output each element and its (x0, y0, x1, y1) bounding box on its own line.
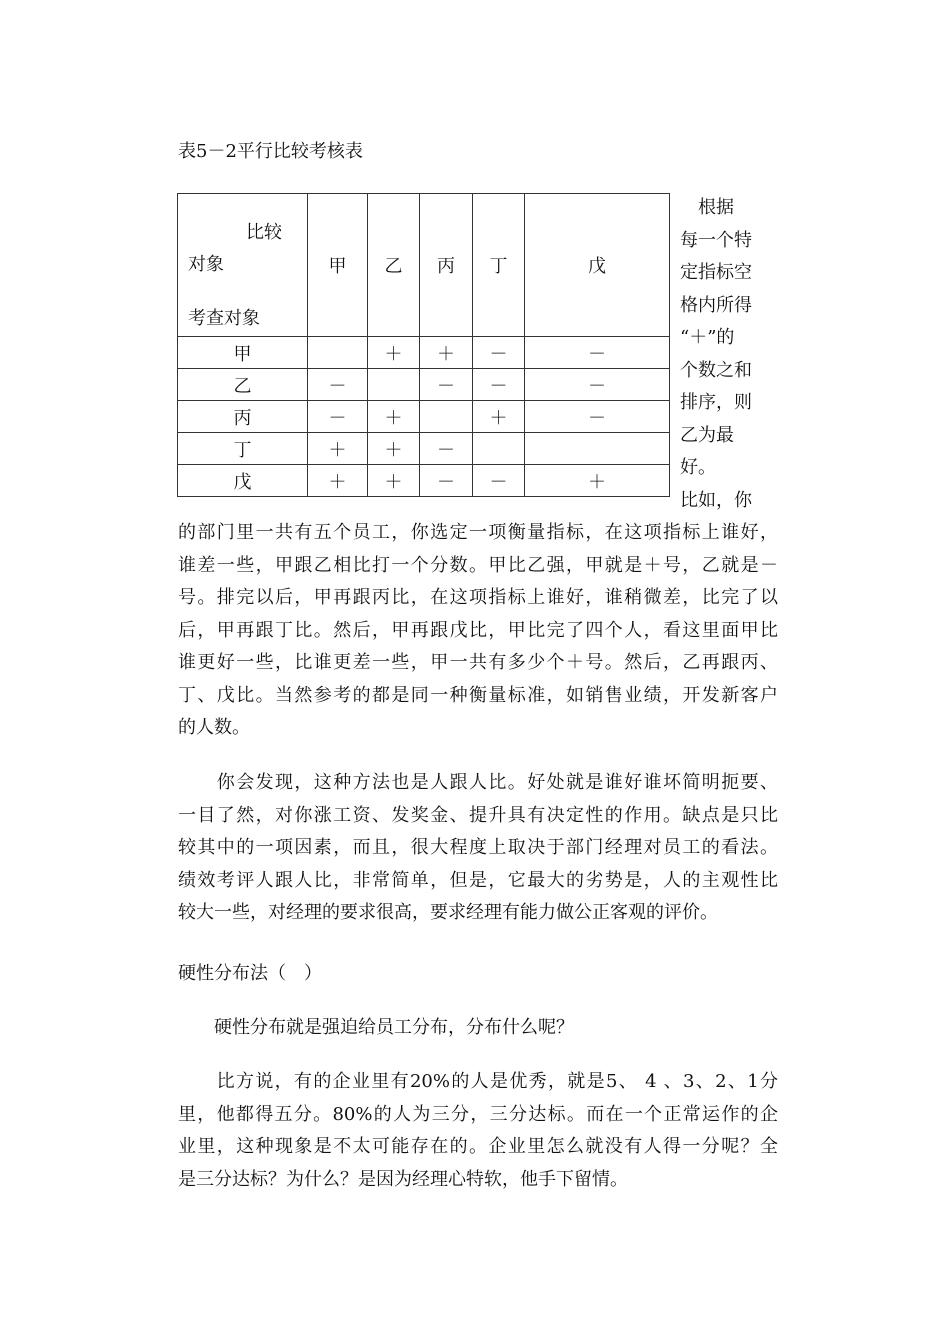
table-cell: － (525, 369, 670, 401)
text-line: 你会发现，这种方法也是人跟人比。好处就是谁好谁坏简明扼要、 (178, 772, 778, 793)
side-text-line: “＋”的 (680, 327, 735, 348)
table-cell: ＋ (525, 465, 670, 497)
table-cell: － (308, 401, 368, 433)
table-cell: － (420, 465, 473, 497)
text-line: 后，甲再跟丁比。然后，甲再跟戊比，甲比完了四个人，看这里面甲比 (178, 619, 778, 641)
side-text-line: 好。 (680, 457, 716, 478)
text-line: 比方说，有的企业里有20%的人是优秀，就是5、 4 、3、2、1分 (178, 1071, 778, 1092)
text-line: 较其中的一项因素，而且，很大程度上取决于部门经理对员工的看法。 (178, 837, 778, 858)
table-cell (420, 401, 473, 433)
text-line: 谁差一些，甲跟乙相比打一个分数。甲比乙强，甲就是＋号，乙就是－ (178, 554, 778, 576)
table-cell: － (420, 369, 473, 401)
table-caption: 表5－2平行比较考核表 (178, 141, 363, 162)
text-line: 的人数。 (178, 717, 250, 738)
side-text-line: 个数之和 (680, 359, 752, 381)
side-text-line: 比如，你 (680, 489, 752, 511)
table-cell (308, 337, 368, 369)
table-cell: － (525, 337, 670, 369)
text-line: 号。排完以后，甲再跟丙比，在这项指标上谁好，谁稍微差，比完了以 (178, 587, 778, 608)
side-text-line: 根据 (680, 197, 734, 218)
side-text-line: 排序，则 (680, 392, 752, 413)
table-cell (368, 369, 420, 401)
table-cell: ＋ (368, 465, 420, 497)
table-cell: ＋ (368, 433, 420, 465)
side-text-column (680, 192, 780, 517)
text-line: 是三分达标？为什么？是因为经理心特软，他手下留情。 (178, 1168, 628, 1190)
comparison-table (177, 193, 670, 497)
table-corner-header (178, 194, 308, 337)
table-cell (525, 433, 670, 465)
table-cell: － (473, 369, 525, 401)
table-cell: ＋ (420, 337, 473, 369)
row-label: 丙 (178, 401, 308, 433)
header-object-label: 对象 (188, 254, 224, 275)
text-line: 里，他都得五分。80%的人为三分，三分达标。而在一个正常运作的企 (178, 1103, 778, 1125)
row-label: 戊 (178, 465, 308, 497)
table-row (178, 465, 670, 497)
column-header: 甲 (308, 194, 368, 337)
text-line: 较大一些，对经理的要求很高，要求经理有能力做公正客观的评价。 (178, 902, 718, 923)
table-cell: ＋ (368, 337, 420, 369)
table-row (178, 433, 670, 465)
table-row (178, 401, 670, 433)
text-line: 的部门里一共有五个员工，你选定一项衡量指标，在这项指标上谁好， (178, 522, 778, 543)
text-line: 硬性分布就是强迫给员工分布，分布什么呢？ (178, 1017, 574, 1038)
table-cell: － (525, 401, 670, 433)
column-header: 乙 (368, 194, 420, 337)
side-text-line: 乙为最 (680, 424, 734, 446)
table-cell (473, 433, 525, 465)
heading-text: 硬性分布法（ ） (178, 963, 322, 984)
table-cell: － (308, 369, 368, 401)
side-text-line: 定指标空 (680, 262, 752, 283)
table-cell: － (473, 465, 525, 497)
paragraph-forced-example (178, 1066, 778, 1196)
section-heading (178, 958, 778, 991)
header-examined-label: 考查对象 (188, 308, 260, 329)
paragraph-example (178, 517, 778, 745)
text-line: 一目了然，对你涨工资、发奖金、提升具有决定性的作用。缺点是只比 (178, 804, 778, 826)
row-label: 乙 (178, 369, 308, 401)
table-row (178, 337, 670, 369)
table-cell: ＋ (473, 401, 525, 433)
paragraph-evaluation (178, 767, 778, 930)
table-cell: ＋ (368, 401, 420, 433)
table-cell: ＋ (308, 433, 368, 465)
text-line: 丁、戊比。当然参考的都是同一种衡量标准，如销售业绩，开发新客户 (178, 684, 778, 706)
table-cell: － (473, 337, 525, 369)
table-header-row (178, 194, 670, 337)
table-row (178, 369, 670, 401)
paragraph-forced-distribution (178, 1012, 778, 1045)
column-header: 戊 (525, 194, 670, 337)
column-header: 丙 (420, 194, 473, 337)
row-label: 丁 (178, 433, 308, 465)
side-text-line: 格内所得 (680, 294, 752, 316)
table-cell: － (420, 433, 473, 465)
column-header: 丁 (473, 194, 525, 337)
side-text-line: 每一个特 (680, 229, 752, 251)
row-label: 甲 (178, 337, 308, 369)
text-line: 绩效考评人跟人比，非常简单，但是，它最大的劣势是，人的主观性比 (178, 869, 778, 891)
text-line: 业里，这种现象是不太可能存在的。企业里怎么就没有人得一分呢？全 (178, 1136, 778, 1157)
header-compare-label: 比较 (246, 222, 282, 243)
text-line: 谁更好一些，比谁更差一些，甲一共有多少个＋号。然后，乙再跟丙、 (178, 652, 778, 673)
table-cell: ＋ (308, 465, 368, 497)
